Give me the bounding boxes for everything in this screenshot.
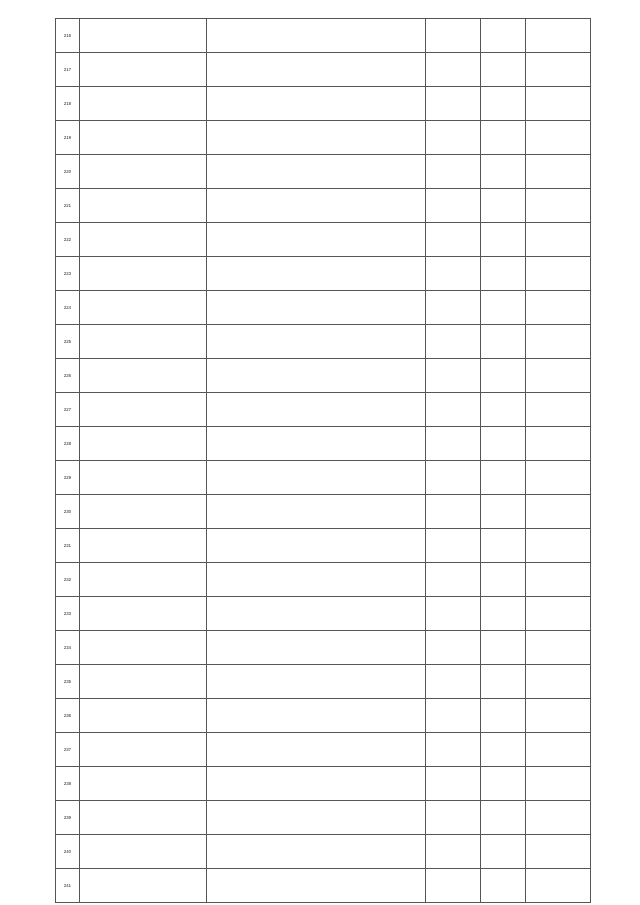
address-cell	[80, 189, 207, 223]
address-cell	[80, 835, 207, 869]
cost-cell	[426, 835, 481, 869]
row-number-cell: 218	[56, 87, 80, 121]
year-a-cell	[481, 121, 526, 155]
work-description-text	[208, 223, 425, 256]
table-row	[56, 19, 591, 53]
year-a-cell	[481, 291, 526, 325]
work-description-cell	[207, 325, 426, 359]
cost-cell	[426, 291, 481, 325]
work-description-cell	[207, 495, 426, 529]
work-description-text	[208, 19, 425, 52]
work-description-text	[208, 835, 425, 868]
work-description-cell	[207, 53, 426, 87]
table-row	[56, 359, 591, 393]
table-row	[56, 393, 591, 427]
address-cell	[80, 767, 207, 801]
year-a-cell	[481, 461, 526, 495]
year-b-cell	[526, 359, 591, 393]
year-a-cell	[481, 223, 526, 257]
work-description-cell	[207, 529, 426, 563]
cost-cell	[426, 189, 481, 223]
work-description-text	[208, 291, 425, 324]
row-number-cell: 234	[56, 631, 80, 665]
work-description-cell	[207, 461, 426, 495]
registry-table	[55, 18, 591, 903]
work-description-text	[208, 189, 425, 222]
cost-cell	[426, 19, 481, 53]
address-cell	[80, 631, 207, 665]
year-a-cell	[481, 359, 526, 393]
table-row	[56, 291, 591, 325]
cost-cell	[426, 869, 481, 903]
row-number-cell: 233	[56, 597, 80, 631]
table-row	[56, 563, 591, 597]
year-b-cell	[526, 257, 591, 291]
address-cell	[80, 359, 207, 393]
work-description-cell	[207, 869, 426, 903]
work-description-text	[208, 869, 425, 902]
table-row	[56, 699, 591, 733]
address-cell	[80, 427, 207, 461]
year-b-cell	[526, 835, 591, 869]
work-description-cell	[207, 291, 426, 325]
row-number-cell: 217	[56, 53, 80, 87]
work-description-cell	[207, 87, 426, 121]
year-b-cell	[526, 631, 591, 665]
year-a-cell	[481, 53, 526, 87]
year-b-cell	[526, 801, 591, 835]
cost-cell	[426, 393, 481, 427]
table-row	[56, 257, 591, 291]
year-b-cell	[526, 53, 591, 87]
work-description-text	[208, 767, 425, 800]
cost-cell	[426, 427, 481, 461]
table-row	[56, 427, 591, 461]
year-b-cell	[526, 665, 591, 699]
year-a-cell	[481, 801, 526, 835]
row-number-cell: 225	[56, 325, 80, 359]
cost-cell	[426, 53, 481, 87]
work-description-text	[208, 121, 425, 154]
year-a-cell	[481, 835, 526, 869]
address-cell	[80, 733, 207, 767]
address-cell	[80, 699, 207, 733]
row-number-cell: 219	[56, 121, 80, 155]
row-number-cell: 237	[56, 733, 80, 767]
work-description-text	[208, 359, 425, 392]
row-number-cell: 241	[56, 869, 80, 903]
year-a-cell	[481, 19, 526, 53]
address-cell	[80, 801, 207, 835]
row-number-cell: 220	[56, 155, 80, 189]
address-cell	[80, 155, 207, 189]
address-cell	[80, 869, 207, 903]
year-b-cell	[526, 223, 591, 257]
work-description-text	[208, 155, 425, 188]
year-a-cell	[481, 393, 526, 427]
address-cell	[80, 563, 207, 597]
table-row	[56, 869, 591, 903]
cost-cell	[426, 155, 481, 189]
year-a-cell	[481, 495, 526, 529]
row-number-cell: 226	[56, 359, 80, 393]
work-description-text	[208, 733, 425, 766]
year-a-cell	[481, 869, 526, 903]
year-b-cell	[526, 461, 591, 495]
address-cell	[80, 529, 207, 563]
year-a-cell	[481, 87, 526, 121]
work-description-text	[208, 665, 425, 698]
work-description-cell	[207, 121, 426, 155]
cost-cell	[426, 529, 481, 563]
year-a-cell	[481, 699, 526, 733]
work-description-text	[208, 257, 425, 290]
registry-table-body	[56, 19, 591, 903]
cost-cell	[426, 325, 481, 359]
row-number-cell: 235	[56, 665, 80, 699]
cost-cell	[426, 87, 481, 121]
work-description-text	[208, 461, 425, 494]
work-description-cell	[207, 427, 426, 461]
year-a-cell	[481, 733, 526, 767]
table-row	[56, 835, 591, 869]
year-a-cell	[481, 189, 526, 223]
work-description-text	[208, 529, 425, 562]
row-number-cell: 230	[56, 495, 80, 529]
work-description-text	[208, 495, 425, 528]
work-description-cell	[207, 733, 426, 767]
work-description-cell	[207, 393, 426, 427]
work-description-text	[208, 53, 425, 86]
table-row	[56, 155, 591, 189]
work-description-text	[208, 427, 425, 460]
table-row	[56, 495, 591, 529]
document-page	[55, 18, 581, 903]
address-cell	[80, 257, 207, 291]
cost-cell	[426, 257, 481, 291]
work-description-cell	[207, 631, 426, 665]
table-row	[56, 665, 591, 699]
year-b-cell	[526, 87, 591, 121]
cost-cell	[426, 359, 481, 393]
year-b-cell	[526, 529, 591, 563]
address-cell	[80, 223, 207, 257]
cost-cell	[426, 733, 481, 767]
year-a-cell	[481, 631, 526, 665]
table-row	[56, 529, 591, 563]
work-description-cell	[207, 665, 426, 699]
table-row	[56, 87, 591, 121]
work-description-text	[208, 699, 425, 732]
row-number-cell: 239	[56, 801, 80, 835]
table-row	[56, 733, 591, 767]
table-row	[56, 631, 591, 665]
year-b-cell	[526, 121, 591, 155]
work-description-text	[208, 631, 425, 664]
address-cell	[80, 87, 207, 121]
cost-cell	[426, 461, 481, 495]
address-cell	[80, 291, 207, 325]
work-description-cell	[207, 359, 426, 393]
work-description-cell	[207, 699, 426, 733]
address-cell	[80, 665, 207, 699]
row-number-cell: 222	[56, 223, 80, 257]
row-number-cell: 231	[56, 529, 80, 563]
year-a-cell	[481, 563, 526, 597]
year-b-cell	[526, 291, 591, 325]
row-number-cell: 221	[56, 189, 80, 223]
address-cell	[80, 461, 207, 495]
table-row	[56, 53, 591, 87]
year-a-cell	[481, 597, 526, 631]
table-row	[56, 223, 591, 257]
address-cell	[80, 597, 207, 631]
table-row	[56, 767, 591, 801]
year-b-cell	[526, 597, 591, 631]
year-b-cell	[526, 189, 591, 223]
address-cell	[80, 393, 207, 427]
year-b-cell	[526, 495, 591, 529]
table-row	[56, 461, 591, 495]
row-number-cell: 238	[56, 767, 80, 801]
year-b-cell	[526, 325, 591, 359]
table-row	[56, 325, 591, 359]
year-b-cell	[526, 427, 591, 461]
work-description-cell	[207, 801, 426, 835]
row-number-cell: 228	[56, 427, 80, 461]
year-b-cell	[526, 869, 591, 903]
year-b-cell	[526, 767, 591, 801]
work-description-text	[208, 393, 425, 426]
work-description-cell	[207, 257, 426, 291]
address-cell	[80, 495, 207, 529]
year-a-cell	[481, 529, 526, 563]
year-b-cell	[526, 155, 591, 189]
year-b-cell	[526, 733, 591, 767]
year-a-cell	[481, 767, 526, 801]
row-number-cell: 232	[56, 563, 80, 597]
cost-cell	[426, 767, 481, 801]
year-b-cell	[526, 563, 591, 597]
cost-cell	[426, 563, 481, 597]
address-cell	[80, 325, 207, 359]
work-description-cell	[207, 767, 426, 801]
table-row	[56, 189, 591, 223]
work-description-cell	[207, 155, 426, 189]
address-cell	[80, 19, 207, 53]
year-a-cell	[481, 665, 526, 699]
work-description-text	[208, 325, 425, 358]
row-number-cell: 229	[56, 461, 80, 495]
cost-cell	[426, 223, 481, 257]
address-cell	[80, 53, 207, 87]
address-cell	[80, 121, 207, 155]
year-a-cell	[481, 427, 526, 461]
work-description-cell	[207, 19, 426, 53]
cost-cell	[426, 665, 481, 699]
table-row	[56, 597, 591, 631]
row-number-cell: 216	[56, 19, 80, 53]
row-number-cell: 223	[56, 257, 80, 291]
table-row	[56, 121, 591, 155]
cost-cell	[426, 597, 481, 631]
work-description-text	[208, 597, 425, 630]
row-number-cell: 224	[56, 291, 80, 325]
year-a-cell	[481, 325, 526, 359]
work-description-cell	[207, 835, 426, 869]
year-a-cell	[481, 155, 526, 189]
work-description-cell	[207, 189, 426, 223]
year-b-cell	[526, 19, 591, 53]
year-b-cell	[526, 699, 591, 733]
year-b-cell	[526, 393, 591, 427]
year-a-cell	[481, 257, 526, 291]
cost-cell	[426, 495, 481, 529]
work-description-text	[208, 801, 425, 834]
work-description-text	[208, 563, 425, 596]
cost-cell	[426, 699, 481, 733]
work-description-cell	[207, 597, 426, 631]
cost-cell	[426, 121, 481, 155]
row-number-cell: 240	[56, 835, 80, 869]
row-number-cell: 227	[56, 393, 80, 427]
work-description-cell	[207, 223, 426, 257]
cost-cell	[426, 631, 481, 665]
table-row	[56, 801, 591, 835]
row-number-cell: 236	[56, 699, 80, 733]
cost-cell	[426, 801, 481, 835]
work-description-cell	[207, 563, 426, 597]
work-description-text	[208, 87, 425, 120]
